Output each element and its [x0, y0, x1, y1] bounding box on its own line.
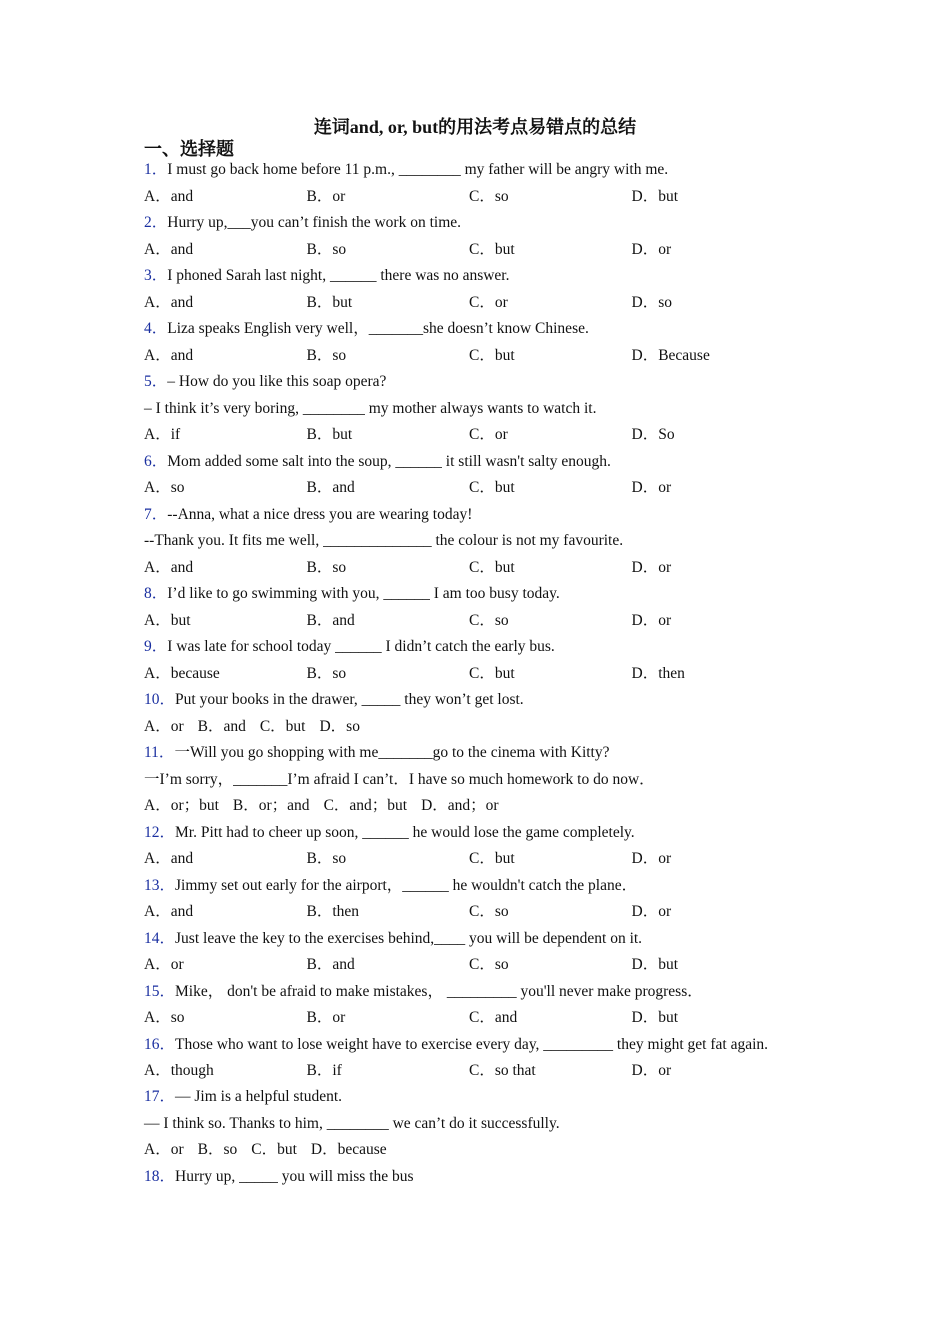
answer-option: C．but — [469, 346, 515, 364]
question-line — [144, 396, 794, 423]
answer-option: D．So — [631, 426, 675, 443]
question-text: --Thank you. It fits me well, ______________ the colour is not my favourite. — [144, 532, 624, 549]
answer-option: A．or — [144, 717, 184, 735]
question-stem — [144, 873, 794, 900]
answer-option: C．but — [469, 479, 515, 496]
question-stem — [144, 687, 794, 714]
question-text: – How do you like this soap opera? — [167, 373, 387, 390]
answer-option: A．and — [144, 240, 194, 258]
answer-option: D．so — [319, 717, 360, 735]
question-number: 6． — [144, 452, 168, 470]
options-row — [144, 661, 794, 688]
question-stem — [144, 157, 794, 184]
question-line — [144, 1111, 794, 1138]
answer-option: A．though — [144, 1061, 214, 1079]
answer-option: A．so — [144, 1009, 185, 1026]
answer-option: D．or — [631, 611, 672, 629]
answer-option: B．if — [306, 1061, 342, 1079]
answer-option: B．but — [306, 426, 353, 443]
question-number: 4． — [144, 320, 168, 337]
question-stem — [144, 263, 794, 290]
question-number: 18． — [144, 1167, 176, 1185]
answer-option: A．because — [144, 664, 220, 682]
answer-option: D．then — [631, 664, 685, 682]
question-text: Hurry up, _____ you will miss the bus — [175, 1167, 414, 1185]
answer-option: C．but — [469, 850, 515, 867]
question-stem — [144, 316, 794, 343]
question-number: 16． — [144, 1035, 176, 1053]
question-stem — [144, 210, 794, 237]
question-stem — [144, 369, 794, 396]
answer-option: A．and — [144, 850, 194, 867]
question-text: Mr. Pitt had to cheer up soon, ______ he would lose the game completely. — [175, 823, 635, 841]
question-text: — Jim is a helpful student. — [175, 1088, 343, 1105]
answer-option: D．or — [631, 903, 672, 920]
answer-option: B．but — [306, 293, 353, 311]
answer-option: B．so — [306, 346, 347, 364]
answer-option: C．or — [469, 426, 508, 443]
options-row — [144, 237, 794, 264]
answer-option: A．and — [144, 346, 194, 364]
answer-option: A．but — [144, 611, 191, 629]
question-stem — [144, 581, 794, 608]
answer-option: B．so — [306, 240, 347, 258]
answer-option: D．because — [310, 1141, 387, 1158]
answer-option: C．so — [469, 903, 509, 920]
question-number: 7． — [144, 505, 168, 523]
question-text: Just leave the key to the exercises behind,____ you will be dependent on it. — [175, 929, 643, 947]
answer-option: C．but — [259, 717, 306, 735]
question-list — [144, 157, 794, 1190]
options-row — [144, 899, 794, 926]
question-text: I was late for school today ______ I didn’t catch the early bus. — [167, 638, 555, 655]
answer-option: B．and — [306, 611, 355, 629]
question-number: 8． — [144, 585, 168, 602]
question-stem — [144, 1032, 794, 1058]
options-row — [144, 1058, 794, 1085]
question-line — [144, 528, 794, 555]
page-title: 连词and, or, but的用法考点易错点的总结 — [313, 117, 637, 137]
question-number: 3． — [144, 267, 168, 284]
answer-option: C．but — [469, 664, 515, 682]
options-row — [144, 343, 794, 370]
answer-option: B．and — [197, 717, 246, 735]
question-text: I’d like to go swimming with you, ______ I am too busy today. — [167, 585, 560, 602]
question-text: Mike， don't be afraid to make mistakes， _________ you'll never make progress． — [175, 982, 703, 1000]
question-text: 一Will you go shopping with me_______go to the cinema with Kitty? — [174, 744, 610, 761]
answer-option: C．but — [251, 1141, 297, 1158]
question-number: 14． — [144, 929, 176, 947]
question-text: — I think so. Thanks to him, ________ we can’t do it successfully. — [144, 1114, 560, 1132]
question-text: 一I’m sorry，_______I’m afraid I can’t．I have so much homework to do now． — [144, 770, 655, 788]
answer-option: D．or — [631, 479, 672, 496]
question-number: 5． — [144, 373, 168, 390]
question-stem — [144, 926, 794, 953]
options-row — [144, 422, 794, 449]
options-row — [144, 608, 794, 635]
answer-option: B．so — [306, 664, 347, 682]
question-text: – I think it’s very boring, ________ my mother always wants to watch it. — [144, 399, 597, 417]
answer-option: A．or — [144, 956, 184, 973]
answer-option: D．Because — [631, 346, 710, 364]
question-stem — [144, 449, 794, 476]
answer-option: C．and — [469, 1009, 518, 1026]
answer-option: A．so — [144, 479, 185, 496]
options-row — [144, 475, 794, 502]
question-stem — [144, 820, 794, 847]
answer-option: B．so — [306, 558, 347, 576]
answer-option: C．and；but — [323, 797, 408, 814]
question-text: Mom added some salt into the soup, ______ it still wasn't salty enough. — [167, 452, 611, 470]
question-number: 11． — [144, 744, 175, 761]
question-number: 13． — [144, 876, 176, 894]
answer-option: A．and — [144, 293, 194, 311]
question-text: Jimmy set out early for the airport，______ he wouldn't catch the plane． — [175, 876, 638, 894]
options-row — [144, 714, 794, 741]
options-row — [144, 793, 794, 820]
question-number: 12． — [144, 823, 176, 841]
question-number: 17． — [144, 1088, 176, 1105]
answer-option: A．and — [144, 903, 194, 920]
question-text: --Anna, what a nice dress you are wearing today! — [167, 505, 473, 523]
options-row — [144, 184, 794, 211]
answer-option: C．but — [469, 558, 515, 576]
options-row — [144, 1137, 794, 1164]
options-row — [144, 846, 794, 873]
answer-option: D．or — [631, 558, 672, 576]
answer-option: D．or — [631, 1061, 672, 1079]
answer-option: B．so — [306, 850, 347, 867]
question-text: Put your books in the drawer, _____ they won’t get lost. — [175, 691, 524, 708]
answer-option: D．or — [631, 240, 672, 258]
answer-option: C．so — [469, 611, 509, 629]
options-row — [144, 555, 794, 582]
answer-option: A．or；but — [144, 797, 219, 814]
answer-option: C．so — [469, 187, 509, 205]
options-row — [144, 290, 794, 317]
question-line — [144, 767, 794, 794]
answer-option: C．or — [469, 293, 508, 311]
question-stem — [144, 1164, 794, 1191]
answer-option: D．but — [631, 1009, 679, 1026]
question-stem — [144, 1084, 794, 1111]
answer-option: B．or — [306, 187, 346, 205]
answer-option: B．or — [306, 1009, 346, 1026]
answer-option: A．and — [144, 558, 194, 576]
question-number: 10． — [144, 691, 176, 708]
answer-option: A．or — [144, 1141, 184, 1158]
answer-option: C．so — [469, 956, 509, 973]
answer-option: B．or；and — [232, 797, 310, 814]
question-text: I phoned Sarah last night, ______ there was no answer. — [167, 267, 510, 284]
answer-option: D．so — [631, 293, 672, 311]
question-stem — [144, 979, 794, 1006]
question-number: 1． — [144, 161, 168, 178]
question-stem — [144, 740, 794, 767]
question-text: Those who want to lose weight have to exercise every day, _________ they might get fat again. — [175, 1035, 769, 1053]
answer-option: D．but — [631, 187, 679, 205]
answer-option: D．or — [631, 850, 672, 867]
options-row — [144, 952, 794, 979]
answer-option: B．then — [306, 903, 360, 920]
question-number: 9． — [144, 638, 168, 655]
question-stem — [144, 634, 794, 661]
question-text: I must go back home before 11 p.m., ________ my father will be angry with me. — [167, 161, 669, 178]
question-text: Liza speaks English very well，_______she doesn’t know Chinese. — [167, 320, 589, 337]
question-stem — [144, 502, 794, 529]
answer-option: B．so — [197, 1141, 238, 1158]
answer-option: B．and — [306, 479, 355, 496]
answer-option: A．and — [144, 187, 194, 205]
answer-option: A．if — [144, 426, 181, 443]
section-heading: 一、选择题 — [144, 139, 234, 159]
answer-option: C．so that — [469, 1061, 536, 1079]
options-row — [144, 1005, 794, 1032]
answer-option: C．but — [469, 240, 515, 258]
answer-option: B．and — [306, 956, 355, 973]
answer-option: D．but — [631, 956, 679, 973]
question-number: 2． — [144, 214, 168, 231]
question-text: Hurry up,___you can’t finish the work on time. — [167, 214, 462, 231]
question-number: 15． — [144, 982, 176, 1000]
answer-option: D．and；or — [421, 797, 499, 814]
